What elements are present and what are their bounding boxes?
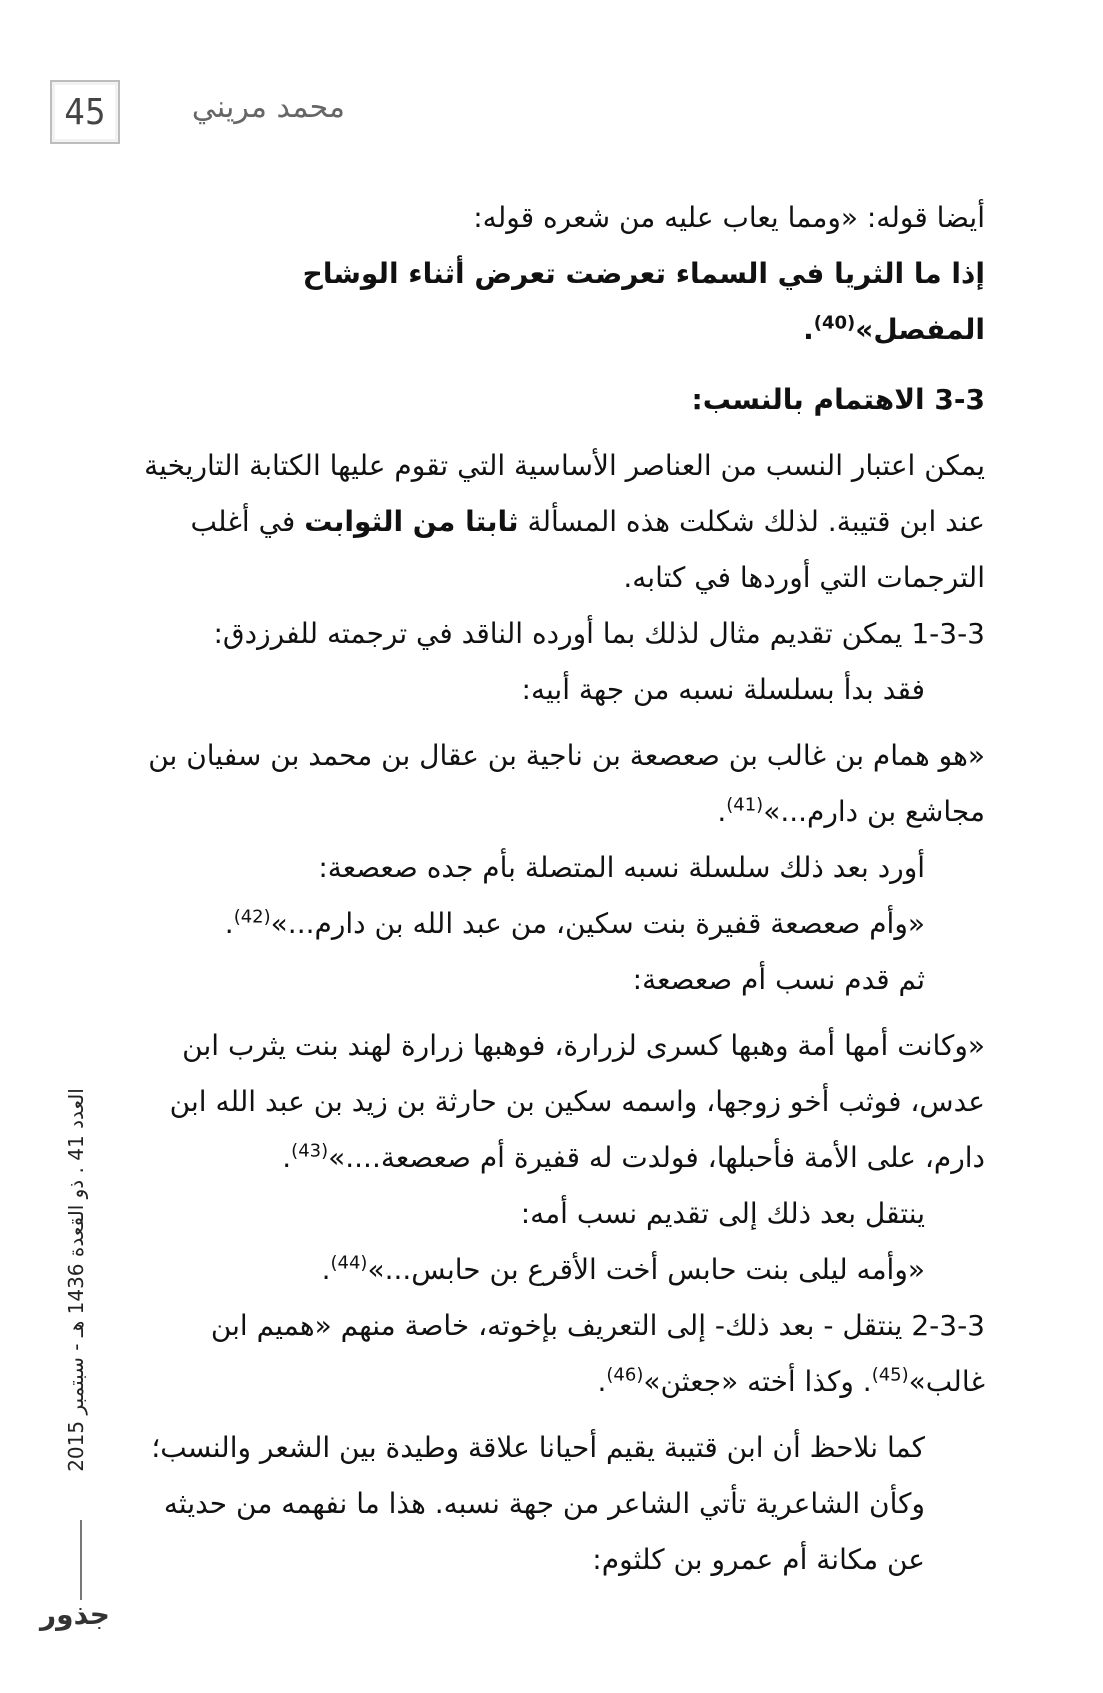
subsection-paragraph <box>140 1298 985 1410</box>
issue-info-strip <box>48 1030 104 1530</box>
journal-logo: جذور <box>40 1598 110 1631</box>
punctuation: . <box>717 795 727 828</box>
paragraph: أيضا قوله: «ومما يعاب عليه من شعره قوله: <box>473 201 985 234</box>
article-body <box>140 190 985 1588</box>
quote-text: «وكانت أمها أمة وهبها كسرى لزرارة، فوهبها زرارة لهند بنت يثرب ابن عدس، فوثب أخو زوجها، واسمه سكين بن حارثة بن زيد بن عبد الله ابن دارم، على الأمة فأحبلها، فولدت له قفيرة أم صعصعة....» <box>169 1029 985 1174</box>
quote-text: «وأمه ليلى بنت حابس أخت الأقرع بن حابس...» <box>367 1253 925 1286</box>
quotation <box>140 1242 985 1298</box>
quote-text: «وأم صعصعة قفيرة بنت سكين، من عبد الله بن دارم...» <box>270 907 925 940</box>
punctuation: . <box>597 1365 607 1398</box>
paragraph-text: . وكذا أخته «جعثن» <box>643 1365 872 1398</box>
footnote-ref: (44) <box>330 1252 368 1274</box>
paragraph-text: يمكن تقديم مثال لذلك بما أورده الناقد في ترجمته للفرزدق: <box>213 617 903 650</box>
footnote-ref: (46) <box>606 1364 644 1386</box>
footnote-ref: (40) <box>813 312 856 334</box>
punctuation: . <box>803 313 814 346</box>
paragraph <box>140 438 985 606</box>
paragraph-text: ينتقل - بعد ذلك- إلى التعريف بإخوته، خاصة منهم «هميم ابن غالب» <box>210 1309 985 1398</box>
footnote-ref: (43) <box>291 1140 329 1162</box>
emphasis-text: ثابتا من الثوابت <box>304 505 519 538</box>
punctuation: . <box>321 1253 331 1286</box>
footnote-ref: (45) <box>871 1364 909 1386</box>
author-name: محمد مريني <box>191 90 345 125</box>
quote-text: «هو همام بن غالب بن صعصعة بن ناجية بن عقال بن محمد بن سفيان بن مجاشع بن دارم...» <box>148 739 985 828</box>
paragraph-text: في أغلب الترجمات التي أوردها في كتابه. <box>190 505 985 594</box>
paragraph: فقد بدأ بسلسلة نسبه من جهة أبيه: <box>521 673 925 706</box>
footnote-ref: (42) <box>233 906 271 928</box>
verse-text: إذا ما الثريا في السماء تعرضت تعرض أثناء الوشاح المفصل» <box>302 257 985 346</box>
issue-info: العدد 41 . ذو القعدة 1436 هـ - سبتمبر 2015 <box>64 1088 88 1472</box>
section-title: الاهتمام بالنسب: <box>691 383 925 416</box>
subsection-paragraph <box>140 606 985 662</box>
page-number: 45 <box>50 80 120 144</box>
poetry-verse <box>140 246 985 358</box>
divider <box>80 1520 82 1600</box>
subsection-number: 2-3-3 <box>911 1309 985 1342</box>
paragraph-text: يمكن اعتبار النسب من العناصر الأساسية التي تقوم عليها الكتابة التاريخية عند ابن قتيبة. لذلك شكلت هذه المسألة <box>144 449 985 538</box>
quotation <box>140 728 985 840</box>
footnote-ref: (41) <box>726 794 764 816</box>
quotation <box>140 896 985 952</box>
quotation <box>140 1018 985 1186</box>
section-heading <box>140 372 985 428</box>
punctuation: . <box>224 907 234 940</box>
punctuation: . <box>282 1141 292 1174</box>
paragraph: ينتقل بعد ذلك إلى تقديم نسب أمه: <box>520 1197 925 1230</box>
paragraph: كما نلاحظ أن ابن قتيبة يقيم أحيانا علاقة وطيدة بين الشعر والنسب؛ وكأن الشاعرية تأتي الشاعر من جهة نسبه. هذا ما نفهمه من حديثه عن مكانة أم عمرو بن كلثوم: <box>151 1431 925 1576</box>
paragraph: ثم قدم نسب أم صعصعة: <box>632 963 925 996</box>
subsection-number: 1-3-3 <box>911 617 985 650</box>
paragraph: أورد بعد ذلك سلسلة نسبه المتصلة بأم جده صعصعة: <box>318 851 925 884</box>
section-number: 3-3 <box>934 383 985 416</box>
